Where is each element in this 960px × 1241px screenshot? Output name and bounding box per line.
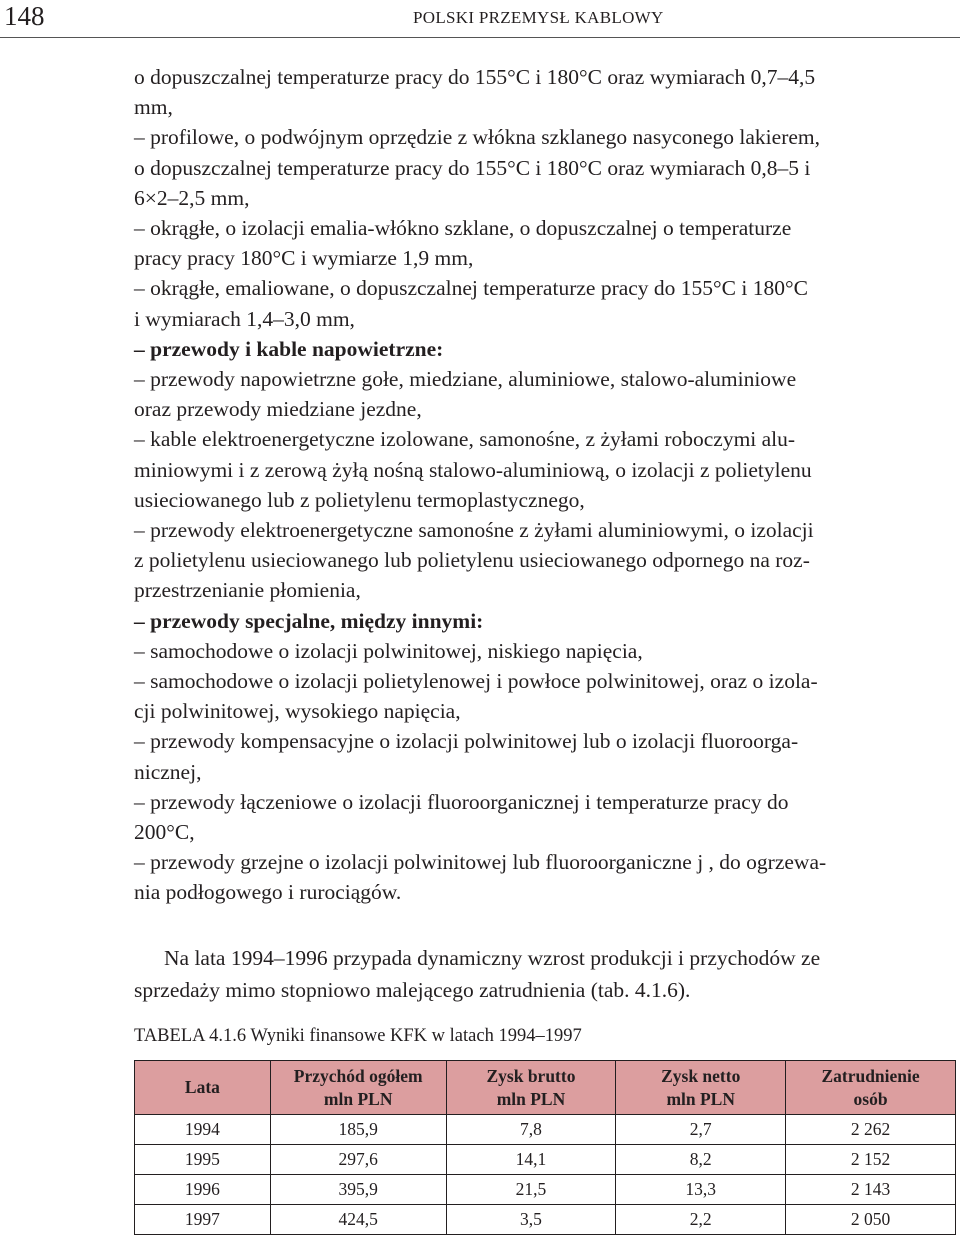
body-line: pracy pracy 180°C i wymiarze 1,9 mm, xyxy=(134,246,474,271)
table-cell: 3,5 xyxy=(446,1205,616,1235)
body-line: nicznej, xyxy=(134,759,202,784)
body-line: usieciowanego lub z polietylenu termoplastycznego, xyxy=(134,487,585,512)
paragraph-line: sprzedaży mimo stopniowo malejącego zatrudnienia (tab. 4.1.6). xyxy=(134,978,691,1002)
body-line: przestrzenianie płomienia, xyxy=(134,578,361,603)
paragraph xyxy=(134,942,956,1006)
body-line: – przewody kompensacyjne o izolacji polwinitowej lub o izolacji fluoroorga- xyxy=(134,729,799,754)
body-line: nia podłogowego i rurociągów. xyxy=(134,880,402,905)
table-cell: 297,6 xyxy=(270,1145,446,1175)
body-line: – kable elektroenergetyczne izolowane, samonośne, z żyłami roboczymi alu- xyxy=(134,427,796,452)
table-row xyxy=(135,1205,956,1235)
running-head: POLSKI PRZEMYSŁ KABLOWY xyxy=(413,8,664,27)
table-cell: 1995 xyxy=(135,1145,271,1175)
table-cell: 21,5 xyxy=(446,1175,616,1205)
table-row xyxy=(135,1145,956,1175)
table-cell: 14,1 xyxy=(446,1145,616,1175)
table-cell: 1997 xyxy=(135,1205,271,1235)
body-line: – przewody elektroenergetyczne samonośne z żyłami aluminiowymi, o izolacji xyxy=(134,518,814,543)
body-line: z polietylenu usieciowanego lub polietylenu usieciowanego odpornego na roz- xyxy=(134,548,810,573)
body-line: miniowymi i z zerową żyłą nośną stalowo-aluminiową, o izolacji z polietylenu xyxy=(134,457,812,482)
body-line: – przewody łączeniowe o izolacji fluoroorganicznej i temperaturze pracy do xyxy=(134,789,789,814)
header-cell-lata: Lata xyxy=(135,1061,271,1115)
table-cell: 2,7 xyxy=(616,1115,786,1145)
table-cell: 395,9 xyxy=(270,1175,446,1205)
paragraph-line: Na lata 1994–1996 przypada dynamiczny wzrost produkcji i przychodów ze xyxy=(164,946,821,970)
table-cell: 185,9 xyxy=(270,1115,446,1145)
table-cell: 1996 xyxy=(135,1175,271,1205)
body-line: – samochodowe o izolacji polietylenowej i powłoce polwinitowej, oraz o izola- xyxy=(134,669,818,694)
body-line: – okrągłe, o izolacji emalia-włókno szklane, o dopuszczalnej o temperaturze xyxy=(134,216,792,241)
table-cell: 2,2 xyxy=(616,1205,786,1235)
body-line: – przewody napowietrzne gołe, miedziane, aluminiowe, stalowo-aluminiowe xyxy=(134,367,797,392)
section-heading-line: – przewody i kable napowietrzne: xyxy=(134,336,444,361)
body-line: 6×2–2,5 mm, xyxy=(134,185,250,210)
body-line: o dopuszczalnej temperaturze pracy do 155°C i 180°C oraz wymiarach 0,8–5 i xyxy=(134,155,811,180)
body-text xyxy=(134,62,956,908)
table-caption: TABELA 4.1.6 Wyniki finansowe KFK w latach 1994–1997 xyxy=(134,1026,582,1046)
body-line: mm, xyxy=(134,95,173,120)
header-cell-zatrudnienie: Zatrudnienie osób xyxy=(786,1061,956,1115)
body-line: – przewody grzejne o izolacji polwinitowej lub fluoroorganiczne j , do ogrzewa- xyxy=(134,850,827,875)
page-number: 148 xyxy=(4,1,45,31)
table-cell: 2 152 xyxy=(786,1145,956,1175)
body-line: o dopuszczalnej temperaturze pracy do 155°C i 180°C oraz wymiarach 0,7–4,5 xyxy=(134,65,816,89)
table-header-row xyxy=(135,1061,956,1115)
body-line: cji polwinitowej, wysokiego napięcia, xyxy=(134,699,461,724)
table-cell: 2 050 xyxy=(786,1205,956,1235)
table-cell: 424,5 xyxy=(270,1205,446,1235)
table-cell: 7,8 xyxy=(446,1115,616,1145)
table-cell: 1994 xyxy=(135,1115,271,1145)
body-line: i wymiarach 1,4–3,0 mm, xyxy=(134,306,355,331)
body-line: – samochodowe o izolacji polwinitowej, niskiego napięcia, xyxy=(134,638,643,663)
header-cell-zysk-netto: Zysk netto mln PLN xyxy=(616,1061,786,1115)
body-line: 200°C, xyxy=(134,820,195,845)
body-line: oraz przewody miedziane jezdne, xyxy=(134,397,422,422)
table-body xyxy=(135,1115,956,1235)
table-cell: 8,2 xyxy=(616,1145,786,1175)
header-cell-przychod: Przychód ogółem mln PLN xyxy=(270,1061,446,1115)
financial-table xyxy=(134,1060,956,1235)
table-row xyxy=(135,1175,956,1205)
table-cell: 2 143 xyxy=(786,1175,956,1205)
table-cell: 2 262 xyxy=(786,1115,956,1145)
table-row xyxy=(135,1115,956,1145)
header-cell-zysk-brutto: Zysk brutto mln PLN xyxy=(446,1061,616,1115)
body-line: – okrągłe, emaliowane, o dopuszczalnej temperaturze pracy do 155°C i 180°C xyxy=(134,276,808,301)
page-header xyxy=(0,0,960,38)
section-heading-line: – przewody specjalne, między innymi: xyxy=(134,608,484,633)
table-cell: 13,3 xyxy=(616,1175,786,1205)
body-line: – profilowe, o podwójnym oprzędzie z włókna szklanego nasyconego lakierem, xyxy=(134,125,820,150)
